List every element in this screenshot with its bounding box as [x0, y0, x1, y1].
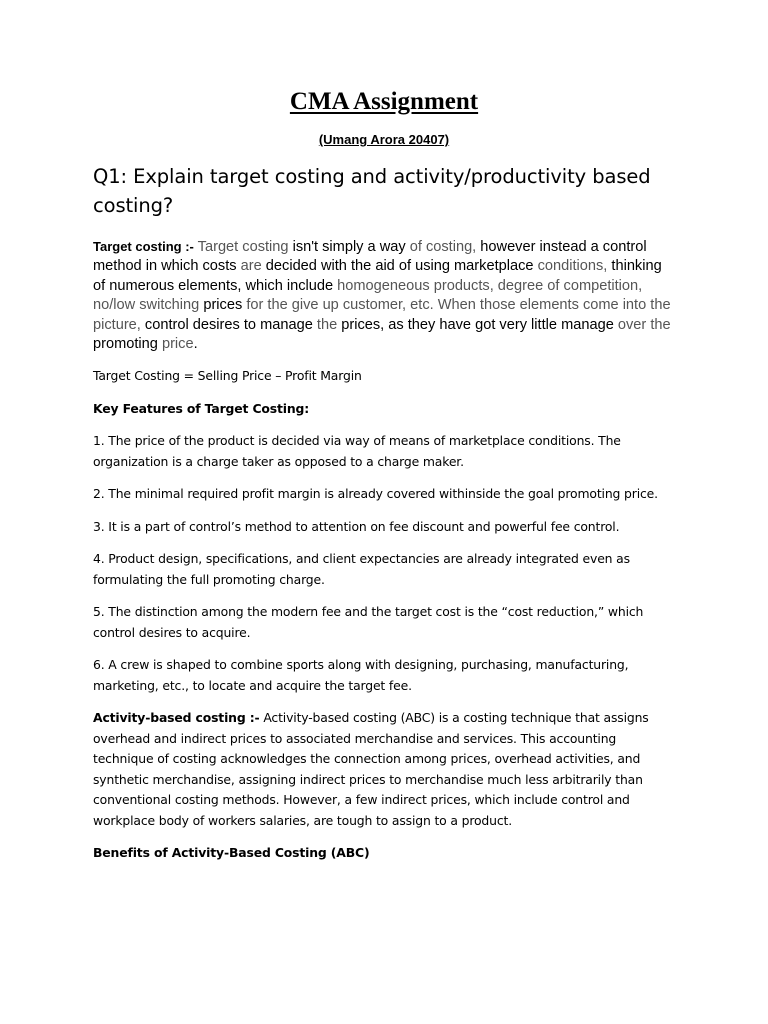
text-segment: Target costing: [193, 239, 293, 255]
text-segment: homogeneous products, degree of competition, no/low switching: [93, 277, 643, 314]
text-segment: the: [316, 316, 342, 333]
feature-item: 4. Product design, specifications, and client expectancies are already integrated even as formulating the full promoting charge.: [93, 551, 630, 587]
text-segment: thinking of numerous elements, which include: [93, 258, 662, 294]
text-segment: price: [161, 336, 194, 353]
text-segment: .: [193, 336, 198, 353]
text-segment: decided with the aid of using marketplace: [265, 258, 538, 275]
text-segment: for the give up customer, etc. When those elements: [246, 297, 583, 314]
text-segment: are: [240, 258, 266, 275]
abc-text: Activity-based costing (ABC) is a costing technique that assigns overhead and indirect prices to associated merchandise and services. This accounting technique of costing acknowledges the connection among prices, overhead activities, and synthetic merchandise, assigning indirect prices to merchandise much less arbitrarily than conventional costing methods. However, a few indirect prices, which include control and workplace body of workers salaries, are tough to assign to a product.: [93, 710, 649, 828]
question-heading: Q1: Explain target costing and activity/productivity based costing?: [93, 165, 651, 217]
benefits-heading: Benefits of Activity-Based Costing (ABC): [93, 845, 370, 861]
text-segment: over the: [617, 316, 671, 333]
document-title: CMA Assignment: [289, 88, 479, 115]
text-segment: prices, as they have got very little manage: [341, 316, 618, 333]
text-segment: isn't simply a way: [292, 239, 410, 255]
feature-item: 1. The price of the product is decided via way of means of marketplace conditions. The organization is a charge taker as opposed to a charge maker.: [93, 433, 621, 469]
feature-item: 3. It is a part of control’s method to attention on fee discount and powerful fee control.: [93, 518, 620, 534]
feature-item: 6. A crew is shaped to combine sports along with designing, purchasing, manufacturing, marketing, etc., to locate and acquire the target fee.: [93, 657, 629, 693]
text-segment: control desires to manage: [144, 316, 317, 333]
abc-paragraph: [93, 708, 675, 831]
abc-lead: Activity-based costing :-: [93, 710, 260, 726]
document-page: [93, 86, 675, 864]
text-segment: of costing,: [409, 239, 481, 255]
author-line: (Umang Arora 20407): [318, 132, 450, 147]
key-features-heading: Key Features of Target Costing:: [93, 400, 310, 416]
target-costing-text: [93, 239, 671, 352]
feature-item: 2. The minimal required profit margin is already covered withinside the goal promoting price.: [93, 486, 658, 502]
target-costing-lead: Target costing :-: [93, 239, 194, 254]
formula-line: Target Costing = Selling Price – Profit Margin: [93, 368, 362, 384]
feature-item: 5. The distinction among the modern fee and the target cost is the “cost reduction,” which control desires to acquire.: [93, 604, 644, 640]
text-segment: prices: [203, 297, 247, 314]
text-segment: promoting: [93, 336, 162, 353]
text-segment: however instead a control method in which costs: [93, 239, 647, 275]
target-costing-paragraph: [93, 237, 675, 354]
text-segment: conditions,: [537, 258, 612, 275]
text-segment: come into the picture,: [93, 297, 671, 333]
